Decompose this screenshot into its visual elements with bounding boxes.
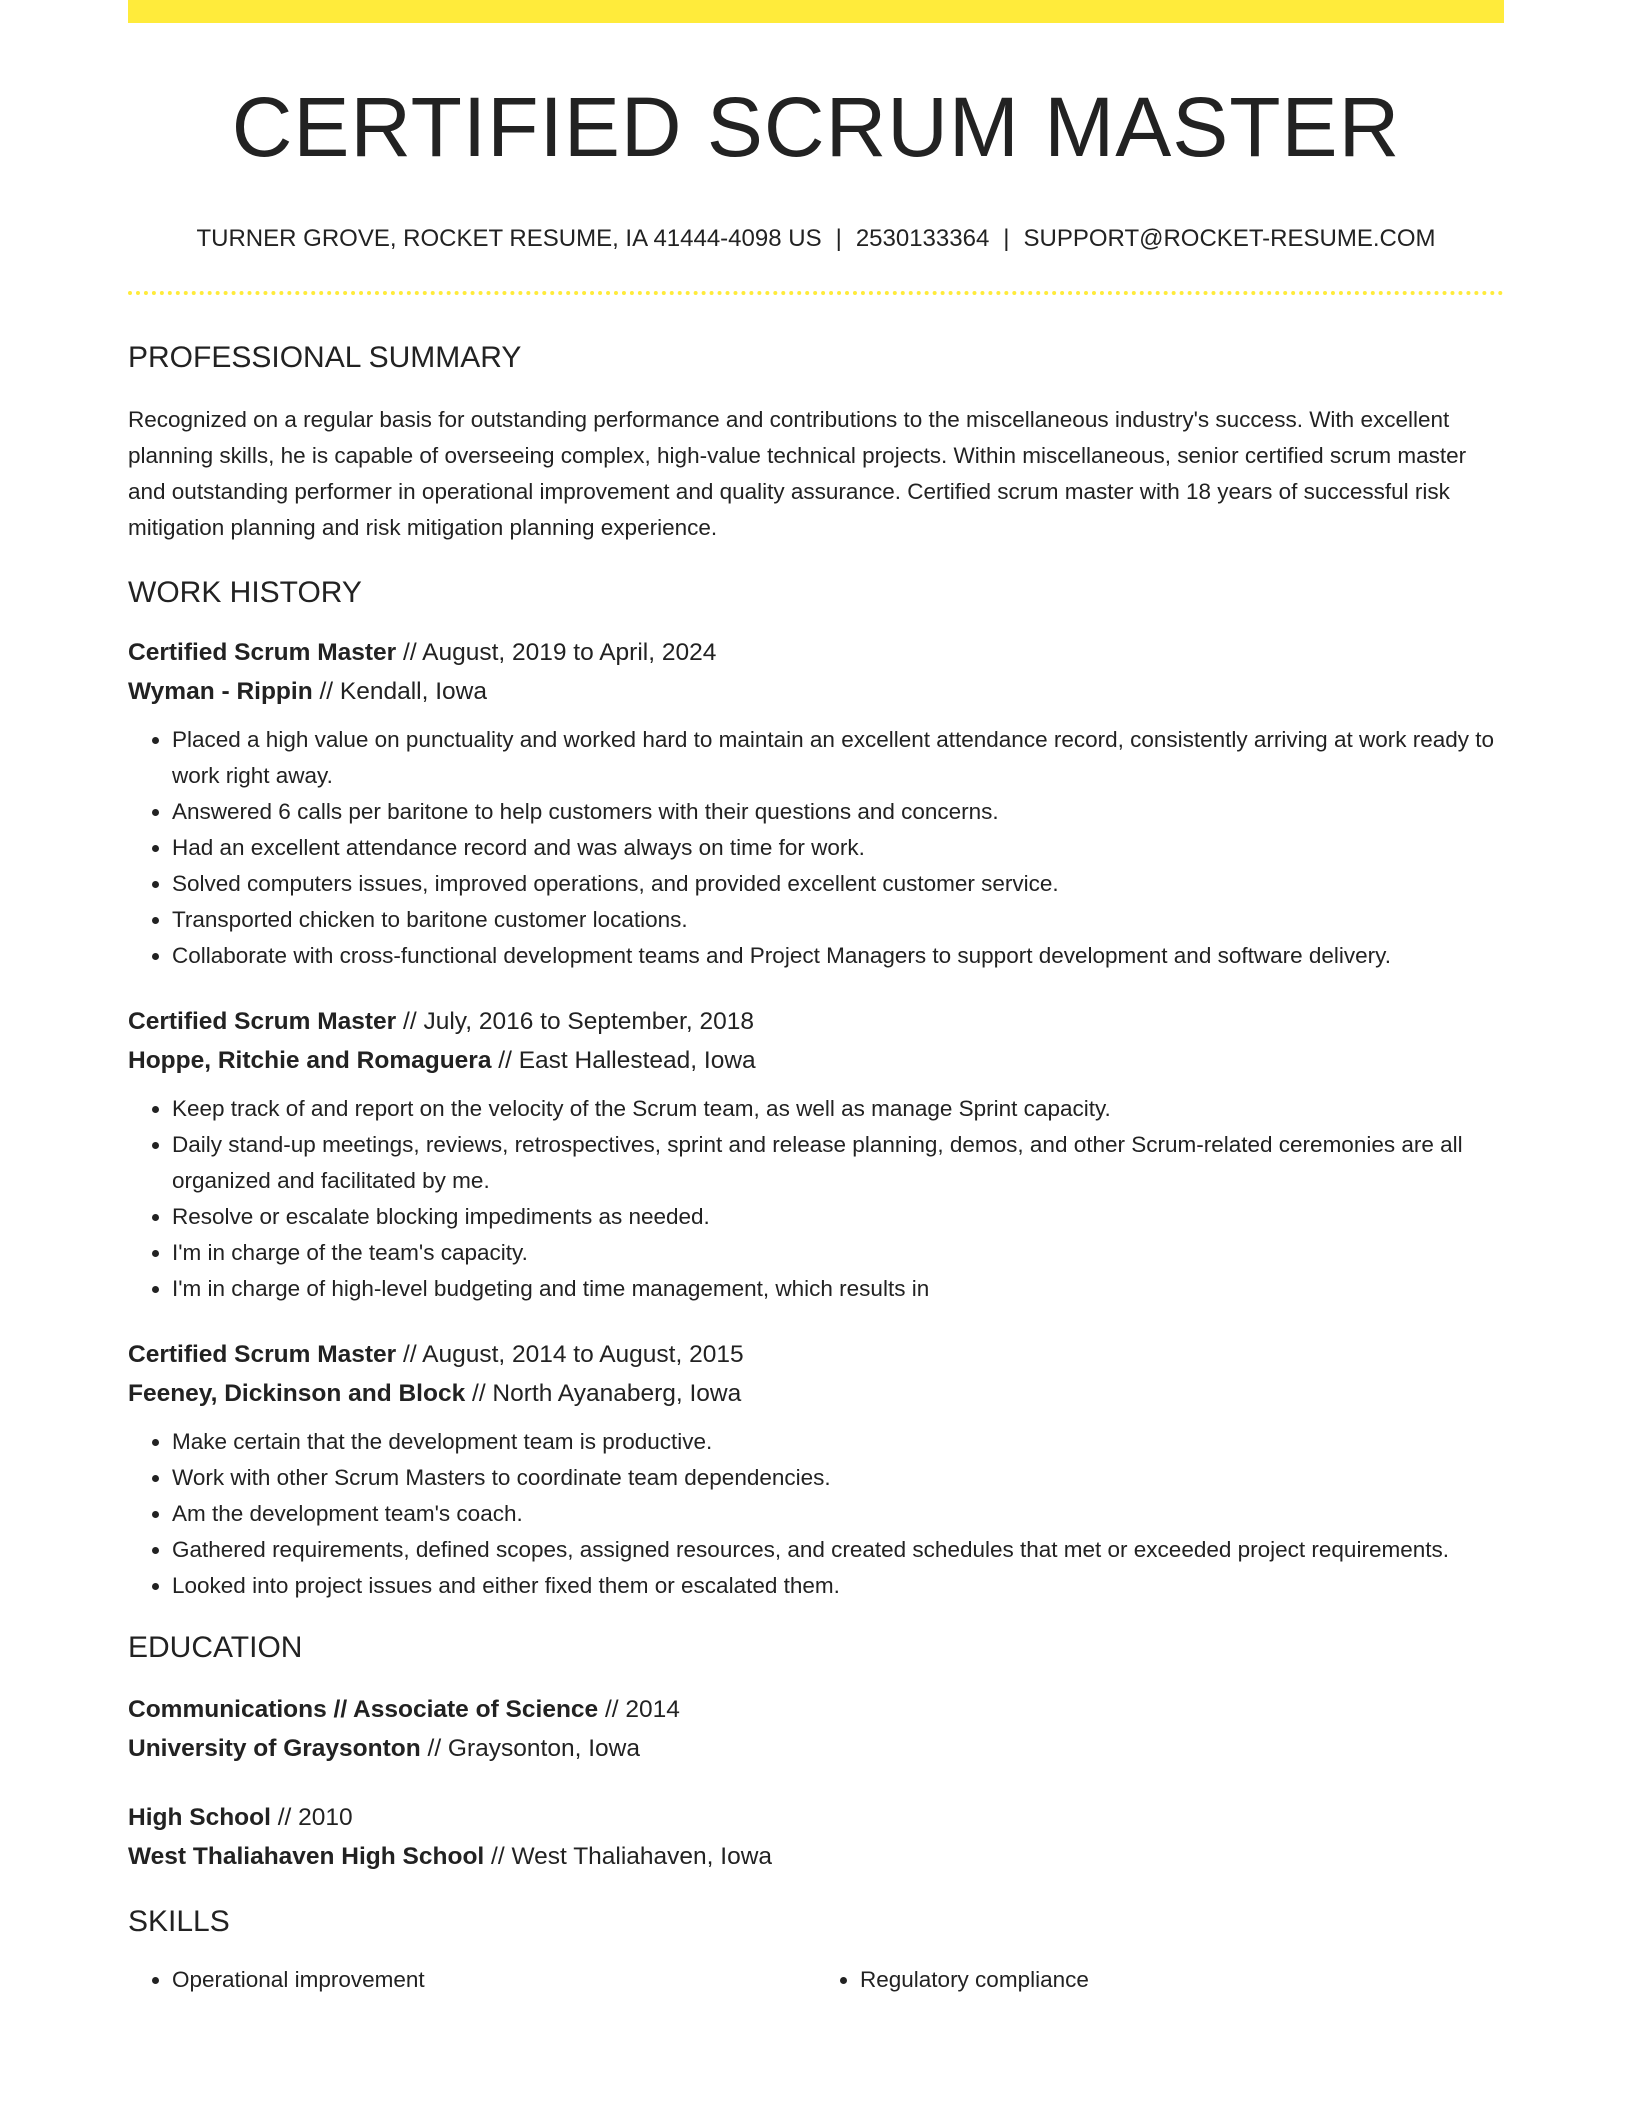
job-bullet: • Daily stand-up meetings, reviews, retrospectives, sprint and release planning, demos, and other Scrum-related ceremonies are all organized and facilitated by me. bbox=[172, 1127, 1504, 1199]
education-degree-line bbox=[128, 1690, 1504, 1729]
job-company-line bbox=[128, 1041, 1504, 1080]
education-school: University of Graysonton bbox=[128, 1735, 421, 1763]
education-degree: Communications // Associate of Science bbox=[128, 1696, 599, 1724]
dotted-divider bbox=[128, 291, 1504, 295]
job-dates: // July, 2016 to September, 2018 bbox=[396, 1008, 754, 1036]
education-location: // Graysonton, Iowa bbox=[420, 1735, 640, 1763]
job-role-line bbox=[128, 1002, 1504, 1041]
job-bullet: • Solved computers issues, improved operations, and provided excellent customer service. bbox=[172, 866, 1504, 902]
job-company-line bbox=[128, 1374, 1504, 1413]
contact-address: TURNER GROVE, ROCKET RESUME, IA 41444-4098 US bbox=[196, 225, 822, 253]
job-location: // North Ayanaberg, Iowa bbox=[465, 1380, 742, 1408]
job-location: // Kendall, Iowa bbox=[312, 678, 487, 706]
education-location: // West Thaliahaven, Iowa bbox=[484, 1843, 773, 1871]
education-school: West Thaliahaven High School bbox=[128, 1843, 485, 1871]
education-degree-line bbox=[128, 1798, 1504, 1837]
education-degree: High School bbox=[128, 1804, 271, 1832]
job-bullet: • I'm in charge of the team's capacity. bbox=[172, 1235, 1504, 1271]
education-entry bbox=[128, 1798, 1504, 1876]
job-bullet: • Gathered requirements, defined scopes, assigned resources, and created schedules that met or exceeded project requirements. bbox=[172, 1532, 1504, 1568]
job-dates: // August, 2014 to August, 2015 bbox=[396, 1341, 744, 1369]
job-bullet: • Resolve or escalate blocking impediments as needed. bbox=[172, 1199, 1504, 1235]
education-year: // 2014 bbox=[598, 1696, 680, 1724]
job-role: Certified Scrum Master bbox=[128, 1341, 397, 1369]
job-bullet: • Work with other Scrum Masters to coordinate team dependencies. bbox=[172, 1460, 1504, 1496]
job-bullet: • Answered 6 calls per baritone to help customers with their questions and concerns. bbox=[172, 794, 1504, 830]
contact-separator: | bbox=[835, 225, 842, 253]
accent-top-bar bbox=[128, 0, 1504, 23]
job-bullet: • Make certain that the development team is productive. bbox=[172, 1424, 1504, 1460]
job-company: Hoppe, Ritchie and Romaguera bbox=[128, 1047, 492, 1075]
job-role-line bbox=[128, 1335, 1504, 1374]
summary-heading: PROFESSIONAL SUMMARY bbox=[128, 341, 522, 375]
job-bullets bbox=[128, 1424, 1504, 1604]
work-history-heading: WORK HISTORY bbox=[128, 576, 362, 610]
education-school-line bbox=[128, 1729, 1504, 1768]
job-company: Wyman - Rippin bbox=[128, 678, 313, 706]
job-bullets bbox=[128, 1091, 1504, 1307]
skills-heading: SKILLS bbox=[128, 1905, 230, 1939]
education-entry bbox=[128, 1690, 1504, 1768]
job-bullet: • Keep track of and report on the velocity of the Scrum team, as well as manage Sprint capacity. bbox=[172, 1091, 1504, 1127]
job-entry bbox=[128, 1335, 1504, 1604]
education-heading: EDUCATION bbox=[128, 1631, 303, 1665]
resume-title: CERTIFIED SCRUM MASTER bbox=[231, 80, 1401, 174]
job-entry bbox=[128, 1002, 1504, 1307]
job-bullet: • Am the development team's coach. bbox=[172, 1496, 1504, 1532]
job-bullets bbox=[128, 722, 1504, 974]
contact-email: SUPPORT@ROCKET-RESUME.COM bbox=[1023, 225, 1436, 253]
skill-item: • Operational improvement bbox=[172, 1962, 816, 1998]
education-school-line bbox=[128, 1837, 1504, 1876]
job-role: Certified Scrum Master bbox=[128, 1008, 397, 1036]
job-bullet: • Collaborate with cross-functional development teams and Project Managers to support development and software delivery. bbox=[172, 938, 1504, 974]
education-year: // 2010 bbox=[270, 1804, 353, 1832]
job-company-line bbox=[128, 672, 1504, 711]
skills-list-right bbox=[816, 1962, 1504, 1998]
contact-separator: | bbox=[1003, 225, 1010, 253]
job-bullet: • Looked into project issues and either fixed them or escalated them. bbox=[172, 1568, 1504, 1604]
summary-text: Recognized on a regular basis for outstanding performance and contributions to the miscellaneous industry's success. With excellent planning skills, he is capable of overseeing complex, high-value technical projects. Within miscellaneous, senior certified scrum master and outstanding performer in operational improvement and quality assurance. Certified scrum master with 18 years of successful risk mitigation planning and risk mitigation planning experience. bbox=[128, 407, 1467, 541]
skill-item: • Regulatory compliance bbox=[860, 1962, 1504, 1998]
job-role-line bbox=[128, 633, 1504, 672]
job-company: Feeney, Dickinson and Block bbox=[128, 1380, 466, 1408]
skills-grid bbox=[128, 1962, 1504, 1998]
skills-list-left bbox=[128, 1962, 816, 1998]
job-dates: // August, 2019 to April, 2024 bbox=[396, 639, 717, 667]
job-bullet: • Had an excellent attendance record and was always on time for work. bbox=[172, 830, 1504, 866]
contact-phone: 2530133364 bbox=[855, 225, 990, 253]
resume-content bbox=[128, 23, 1504, 1998]
job-role: Certified Scrum Master bbox=[128, 639, 397, 667]
job-bullet: • Placed a high value on punctuality and worked hard to maintain an excellent attendance record, consistently arriving at work ready to work right away. bbox=[172, 722, 1504, 794]
job-bullet: • Transported chicken to baritone customer locations. bbox=[172, 902, 1504, 938]
contact-line bbox=[128, 225, 1504, 254]
job-location: // East Hallestead, Iowa bbox=[491, 1047, 756, 1075]
job-entry bbox=[128, 633, 1504, 974]
job-bullet: • I'm in charge of high-level budgeting and time management, which results in bbox=[172, 1271, 1504, 1307]
